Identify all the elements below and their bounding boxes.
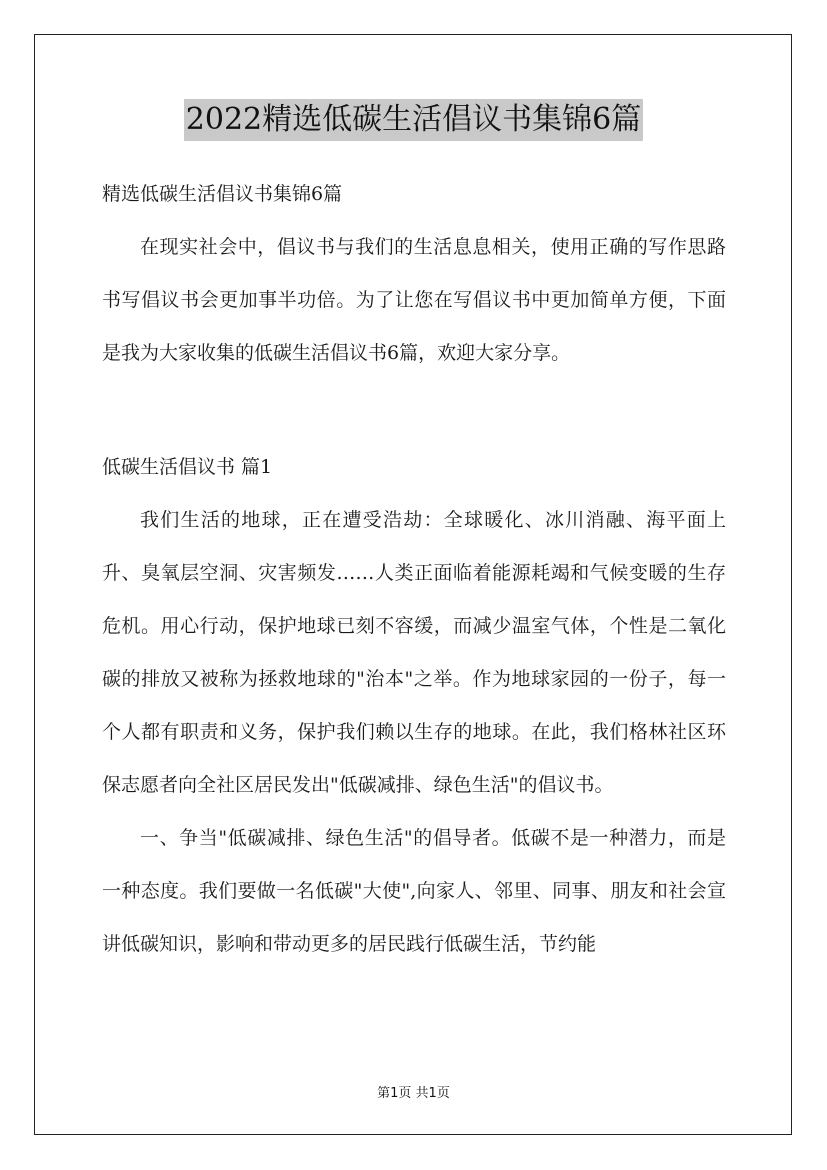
document-subtitle: 精选低碳生活倡议书集锦6篇	[102, 183, 343, 205]
body-section	[102, 494, 726, 971]
page-footer: 第1页 共1页	[377, 1086, 450, 1101]
body-paragraph: 我们生活的地球，正在遭受浩劫：全球暖化、冰川消融、海平面上升、臭氧层空洞、灾害频发……人类正面临着能源耗竭和气候变暖的生存危机。用心行动，保护地球已刻不容缓，而减少温室气体，个性是二氧化碳的排放又被称为拯救地球的"治本"之举。作为地球家园的一份子，每一个人都有职责和义务，保护我们赖以生存的地球。在此，我们格林社区环保志愿者向全社区居民发出"低碳减排、绿色生活"的倡议书。	[102, 509, 726, 796]
intro-section	[102, 221, 726, 380]
body-paragraph: 一、争当"低碳减排、绿色生活"的倡导者。低碳不是一种潜力，而是一种态度。我们要做一名低碳"大使",向家人、邻里、同事、朋友和社会宣讲低碳知识，影响和带动更多的居民践行低碳生活，节约能	[102, 827, 726, 955]
title-container	[0, 99, 827, 141]
document-title: 2022精选低碳生活倡议书集锦6篇	[184, 99, 643, 141]
section-heading: 低碳生活倡议书 篇1	[102, 456, 273, 478]
intro-paragraph: 在现实社会中，倡议书与我们的生活息息相关，使用正确的写作思路书写倡议书会更加事半功倍。为了让您在写倡议书中更加简单方便，下面是我为大家收集的低碳生活倡议书6篇，欢迎大家分享。	[102, 236, 726, 364]
